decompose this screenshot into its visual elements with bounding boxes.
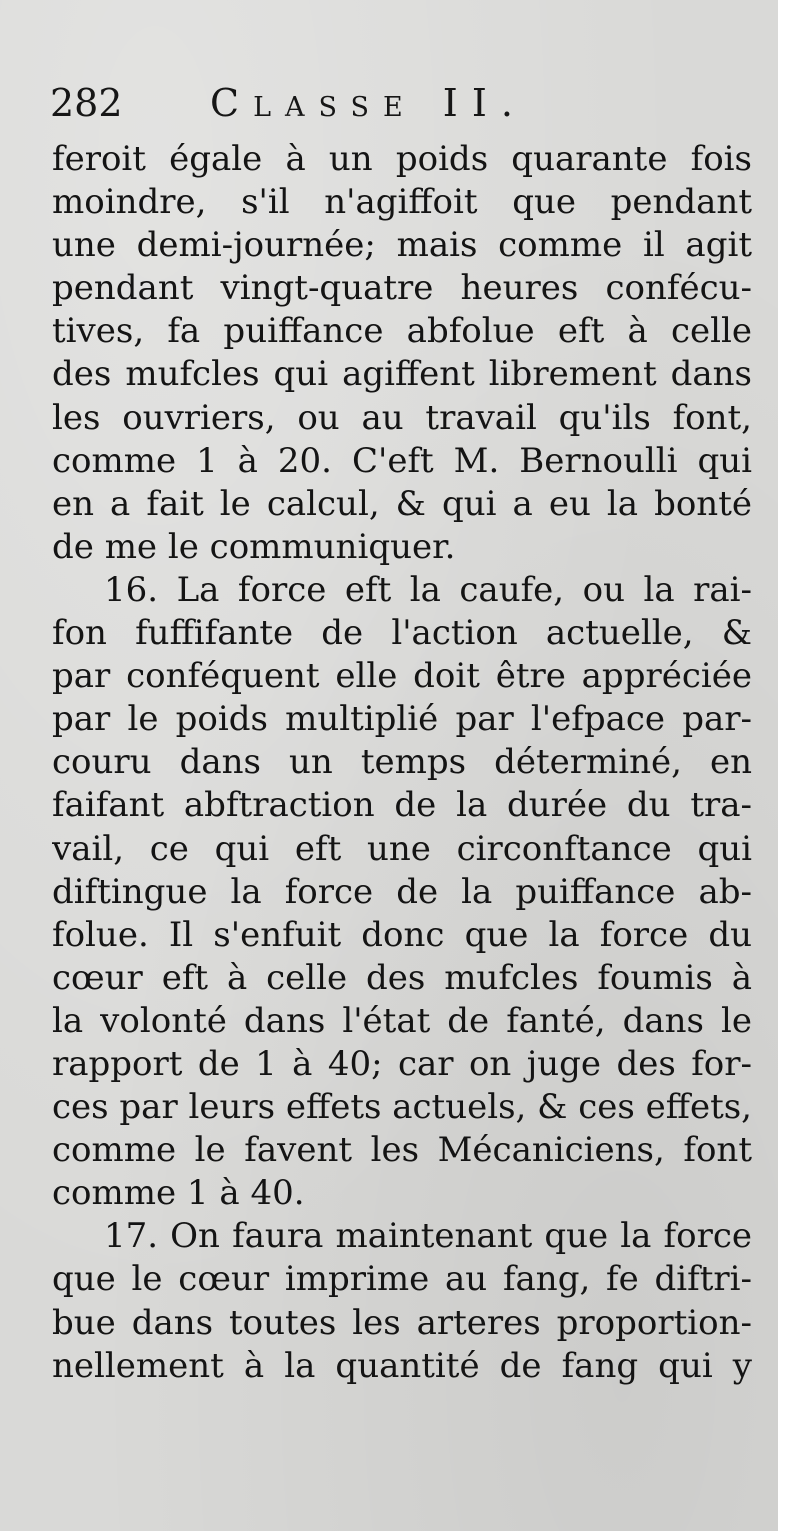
text-line: feroit égale à un poids quarante fois (52, 139, 752, 179)
text-line: faifant abftraction de la durée du tra- (52, 785, 752, 826)
text-line: nellement à la quantité de fang qui y (52, 1345, 752, 1386)
text-line: couru dans un temps déterminé, en (52, 742, 752, 783)
text-line: des mufcles qui agiffent librement dans (52, 354, 752, 395)
page-header (50, 78, 750, 128)
text-line: vail, ce qui eft une circonftance qui (52, 828, 752, 869)
text-line: diftingue la force de la puiffance ab- (52, 871, 752, 912)
text-line: en a fait le calcul, & qui a eu la bonté (52, 483, 752, 524)
text-line: la volonté dans l'état de fanté, dans le (52, 1000, 752, 1041)
text-line: moindre, s'il n'agiffoit que pendant (52, 182, 752, 223)
text-line: rapport de 1 à 40; car on juge des for- (52, 1043, 752, 1084)
scan-margin (778, 0, 800, 1531)
body-text (52, 138, 752, 1388)
running-head: Classe II. (210, 81, 527, 125)
page-number: 282 (50, 81, 123, 125)
text-line: comme le favent les Mécaniciens, font (52, 1130, 752, 1171)
text-line: les ouvriers, ou au travail qu'ils font, (52, 397, 752, 438)
text-line: pendant vingt-quatre heures confécu- (52, 268, 752, 309)
text-line: cœur eft à celle des mufcles foumis à (52, 957, 752, 998)
text-line: par conféquent elle doit être appréciée (52, 656, 752, 697)
text-line: une demi-journée; mais comme il agit (52, 225, 752, 266)
paragraph-start-line: 17. On faura maintenant que la force (104, 1216, 752, 1257)
text-line: folue. Il s'enfuit donc que la force du (52, 914, 752, 955)
text-line: comme 1 à 40. (52, 1173, 305, 1214)
text-line: ces par leurs effets actuels, & ces effets, (52, 1087, 752, 1128)
paragraph-start-line: 16. La force eft la caufe, ou la rai- (104, 569, 752, 610)
text-line: fon fuffifante de l'action actuelle, & (52, 613, 752, 654)
text-line: comme 1 à 20. C'eft M. Bernoulli qui (52, 440, 752, 481)
text-line: tives, fa puiffance abfolue eft à celle (52, 311, 752, 352)
text-line: bue dans toutes les arteres proportion- (52, 1302, 752, 1343)
text-line: par le poids multiplié par l'efpace par- (52, 699, 752, 740)
text-line: de me le communiquer. (52, 526, 456, 567)
text-line: que le cœur imprime au fang, fe diftri- (52, 1259, 752, 1300)
